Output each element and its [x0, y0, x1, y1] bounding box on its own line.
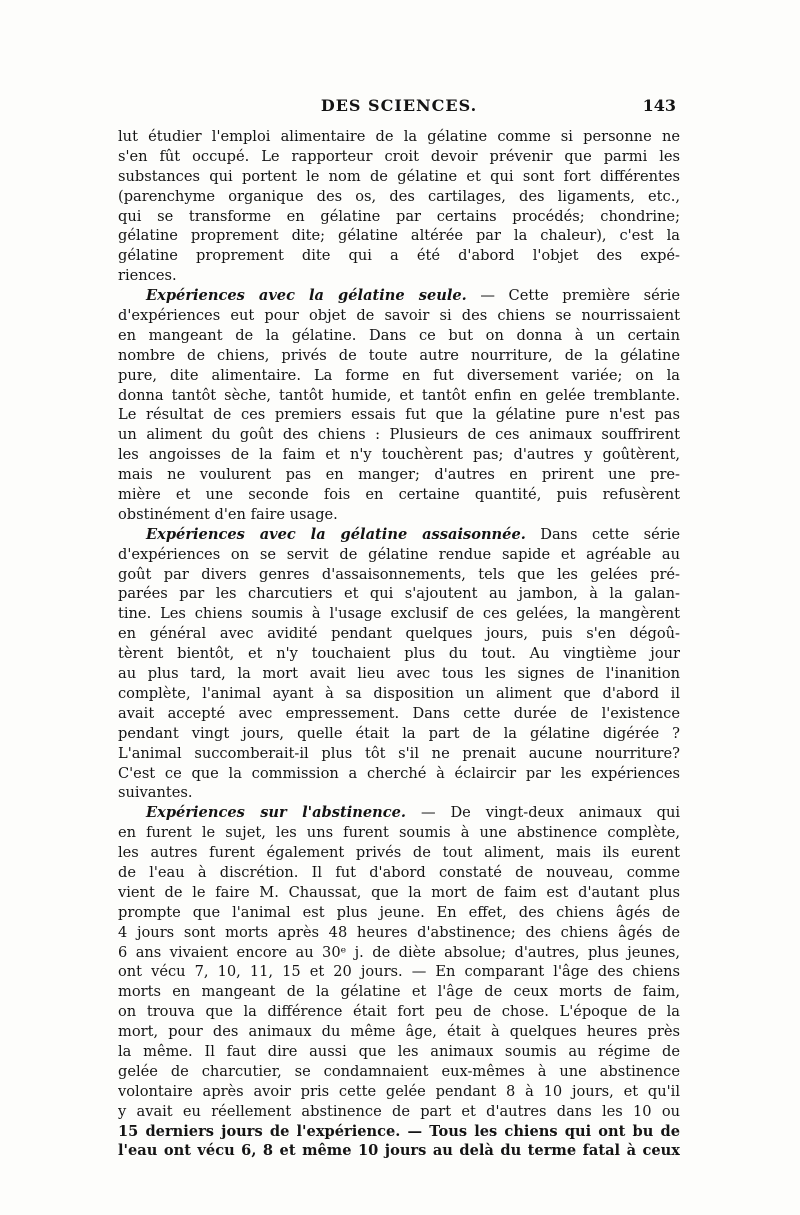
text-line: de l'eau à discrétion. Il fut d'abord constaté de nouveau, comme [118, 863, 680, 881]
paragraph-gelatine-assaisonnee [118, 525, 680, 803]
text-line: 4 jours sont morts après 48 heures d'abstinence; des chiens âgés de [118, 923, 680, 941]
page-number: 143 [642, 96, 676, 115]
text-line: pure, dite alimentaire. La forme en fut diversement variée; on la [118, 366, 680, 384]
text-line: l'eau ont vécu 6, 8 et même 10 jours au delà du terme fatal à ceux [118, 1142, 680, 1160]
text-line: gélatine proprement dite; gélatine altérée par la chaleur), c'est la [118, 227, 680, 245]
text-line: en général avec avidité pendant quelques jours, puis s'en dégoû- [118, 625, 680, 643]
text-line: qui se transforme en gélatine par certains procédés; chondrine; [118, 207, 680, 225]
text-line: mière et une seconde fois en certaine quantité, puis refusèrent [118, 486, 680, 504]
text-line: donna tantôt sèche, tantôt humide, et tantôt enfin en gelée tremblante. [118, 386, 680, 404]
text-line: 6 ans vivaient encore au 30ᵉ j. de diète absolue; d'autres, plus jeunes, [118, 943, 680, 961]
text-line: avait accepté avec empressement. Dans cette durée de l'existence [118, 704, 680, 722]
text-line: on trouva que la différence était fort peu de chose. L'époque de la [118, 1003, 680, 1021]
paragraph-abstinence [118, 803, 680, 1161]
text-line: tine. Les chiens soumis à l'usage exclusif de ces gelées, la mangèrent [118, 605, 680, 623]
text-line: volontaire après avoir pris cette gelée pendant 8 à 10 jours, et qu'il [118, 1082, 680, 1100]
heading-continuation: — De vingt-deux animaux qui [406, 804, 680, 822]
running-title: DES SCIENCES. [320, 96, 478, 115]
text-line: au plus tard, la mort avait lieu avec tous les signes de l'inanition [118, 665, 680, 683]
paragraph-gelatine-seule [118, 286, 680, 525]
text-line: nombre de chiens, privés de toute autre nourriture, de la gélatine [118, 346, 680, 364]
text-line: suivantes. [118, 784, 193, 802]
text-line: les angoisses de la faim et n'y touchèrent pas; d'autres y goûtèrent, [118, 446, 680, 464]
text-line: vient de le faire M. Chaussat, que la mort de faim est d'autant plus [118, 883, 680, 901]
text-line: mort, pour des animaux du même âge, était à quelques heures près [118, 1023, 680, 1041]
text-line: lut étudier l'emploi alimentaire de la gélatine comme si personne ne [118, 128, 680, 145]
text-line: parées par les charcutiers et qui s'ajoutent au jambon, à la galan- [118, 585, 680, 603]
text-line: un aliment du goût des chiens : Plusieurs de ces animaux souffrirent [118, 426, 680, 444]
section-heading: Expériences sur l'abstinence. [146, 804, 407, 822]
heading-continuation: — Cette première série [466, 287, 680, 305]
text-line: pendant vingt jours, quelle était la part de la gélatine digérée ? [118, 724, 680, 742]
text-line: obstinément d'en faire usage. [118, 505, 338, 523]
text-line: morts en mangeant de la gélatine et l'âge de ceux morts de faim, [118, 983, 680, 1001]
section-heading: Expériences avec la gélatine seule. [146, 287, 467, 305]
text-line: C'est ce que la commission a cherché à éclaircir par les expériences [118, 764, 680, 782]
text-line: gelée de charcutier, se condamnaient eux-mêmes à une abstinence [118, 1062, 680, 1080]
text-line: mais ne voulurent pas en manger; d'autres en prirent une pre- [118, 466, 680, 484]
text-line: Le résultat de ces premiers essais fut que la gélatine pure n'est pas [118, 406, 680, 424]
text-line: gélatine proprement dite qui a été d'abord l'objet des expé- [118, 247, 680, 265]
paragraph-first-line [118, 803, 680, 823]
text-line: en furent le sujet, les uns furent soumis à une abstinence complète, [118, 824, 680, 842]
text-line: s'en fût occupé. Le rapporteur croit devoir prévenir que parmi les [118, 147, 680, 165]
text-line: d'expériences eut pour objet de savoir si des chiens se nourrissaient [118, 307, 680, 325]
body-text [118, 127, 680, 1161]
paragraph-intro [118, 127, 680, 286]
text-line: d'expériences on se servit de gélatine rendue sapide et agréable au [118, 545, 680, 563]
text-line: complète, l'animal ayant à sa disposition un aliment que d'abord il [118, 684, 680, 702]
text-line: la même. Il faut dire aussi que les animaux soumis au régime de [118, 1042, 680, 1060]
paragraph-first-line [118, 286, 680, 306]
text-line: y avait eu réellement abstinence de part et d'autres dans les 10 ou [118, 1102, 680, 1120]
text-line: les autres furent également privés de tout aliment, mais ils eurent [118, 844, 680, 862]
text-line: tèrent bientôt, et n'y touchaient plus du tout. Au vingtième jour [118, 645, 680, 663]
paragraph-first-line [118, 525, 680, 545]
text-line: (parenchyme organique des os, des cartilages, des ligaments, etc., [118, 187, 680, 205]
section-heading: Expériences avec la gélatine assaisonnée. [146, 525, 526, 543]
heading-continuation: Dans cette série [525, 525, 680, 543]
text-line: prompte que l'animal est plus jeune. En effet, des chiens âgés de [118, 903, 680, 921]
text-line: en mangeant de la gélatine. Dans ce but on donna à un certain [118, 326, 680, 344]
text-line: ont vécu 7, 10, 11, 15 et 20 jours. — En comparant l'âge des chiens [118, 963, 680, 981]
text-line: substances qui portent le nom de gélatine et qui sont fort différentes [118, 167, 680, 185]
text-line: 15 derniers jours de l'expérience. — Tous les chiens qui ont bu de [118, 1122, 680, 1140]
text-line: L'animal succomberait-il plus tôt s'il ne prenait aucune nourriture? [118, 744, 680, 762]
text-line: goût par divers genres d'assaisonnements, tels que les gelées pré- [118, 565, 680, 583]
running-head [118, 96, 680, 120]
text-line: riences. [118, 267, 177, 285]
